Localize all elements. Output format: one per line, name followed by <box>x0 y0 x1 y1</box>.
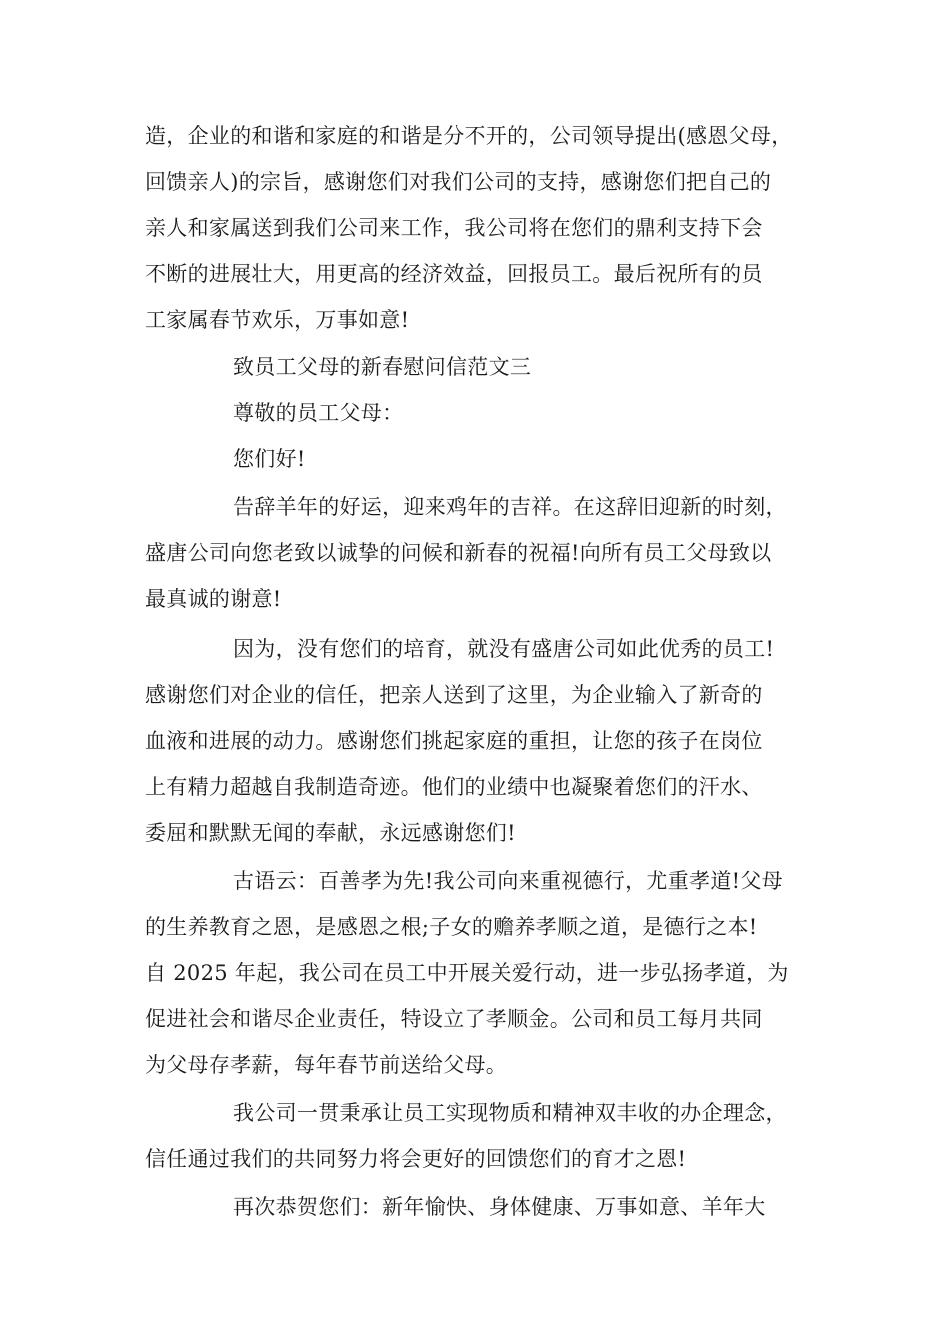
paragraph-line: 古语云：百善孝为先!我公司向来重视德行，尤重孝道!父母 <box>233 869 783 893</box>
paragraph-line: 为父母存孝薪，每年春节前送给父母。 <box>145 1053 508 1077</box>
paragraph-line: 我公司一贯秉承让员工实现物质和精神双丰收的办企理念， <box>233 1101 787 1125</box>
paragraph-line: 工家属春节欢乐，万事如意! <box>145 308 410 332</box>
paragraph-line: 因为，没有您们的培育，就没有盛唐公司如此优秀的员工! <box>233 637 775 661</box>
paragraph-line: 造，企业的和谐和家庭的和谐是分不开的，公司领导提出(感恩父母， <box>145 124 793 148</box>
paragraph-line: 回馈亲人)的宗旨，感谢您们对我们公司的支持，感谢您们把自己的 <box>145 170 772 194</box>
paragraph-line: 亲人和家属送到我们公司来工作，我公司将在您们的鼎利支持下会 <box>145 216 763 240</box>
paragraph-line: 上有精力超越自我制造奇迹。他们的业绩中也凝聚着您们的汗水、 <box>145 775 763 799</box>
paragraph-line: 血液和进展的动力。感谢您们挑起家庭的重担，让您的孩子在岗位 <box>145 729 763 753</box>
paragraph-line: 再次恭贺您们：新年愉快、身体健康、万事如意、羊年大 <box>233 1195 766 1219</box>
paragraph-line: 自 2025 年起，我公司在员工中开展关爱行动，进一步弘扬孝道，为 <box>145 961 789 985</box>
paragraph-line: 不断的进展壮大，用更高的经济效益，回报员工。最后祝所有的员 <box>145 262 763 286</box>
paragraph-line: 的生养教育之恩，是感恩之根;子女的赡养孝顺之道，是德行之本! <box>145 915 758 939</box>
greeting: 您们好! <box>233 447 306 471</box>
paragraph-line: 告辞羊年的好运，迎来鸡年的吉祥。在这辞旧迎新的时刻， <box>233 495 787 519</box>
paragraph-line: 盛唐公司向您老致以诚挚的问候和新春的祝福!向所有员工父母致以 <box>145 541 772 565</box>
paragraph-line: 最真诚的谢意! <box>145 587 282 611</box>
paragraph-line: 信任通过我们的共同努力将会更好的回馈您们的育才之恩! <box>145 1147 687 1171</box>
paragraph-line: 委屈和默默无闻的奉献，永远感谢您们! <box>145 821 516 845</box>
section-title: 致员工父母的新春慰问信范文三 <box>233 355 532 379</box>
salutation: 尊敬的员工父母： <box>233 401 404 425</box>
paragraph-line: 促进社会和谐尽企业责任，特设立了孝顺金。公司和员工每月共同 <box>145 1007 763 1031</box>
paragraph-line: 感谢您们对企业的信任，把亲人送到了这里，为企业输入了新奇的 <box>145 683 763 707</box>
